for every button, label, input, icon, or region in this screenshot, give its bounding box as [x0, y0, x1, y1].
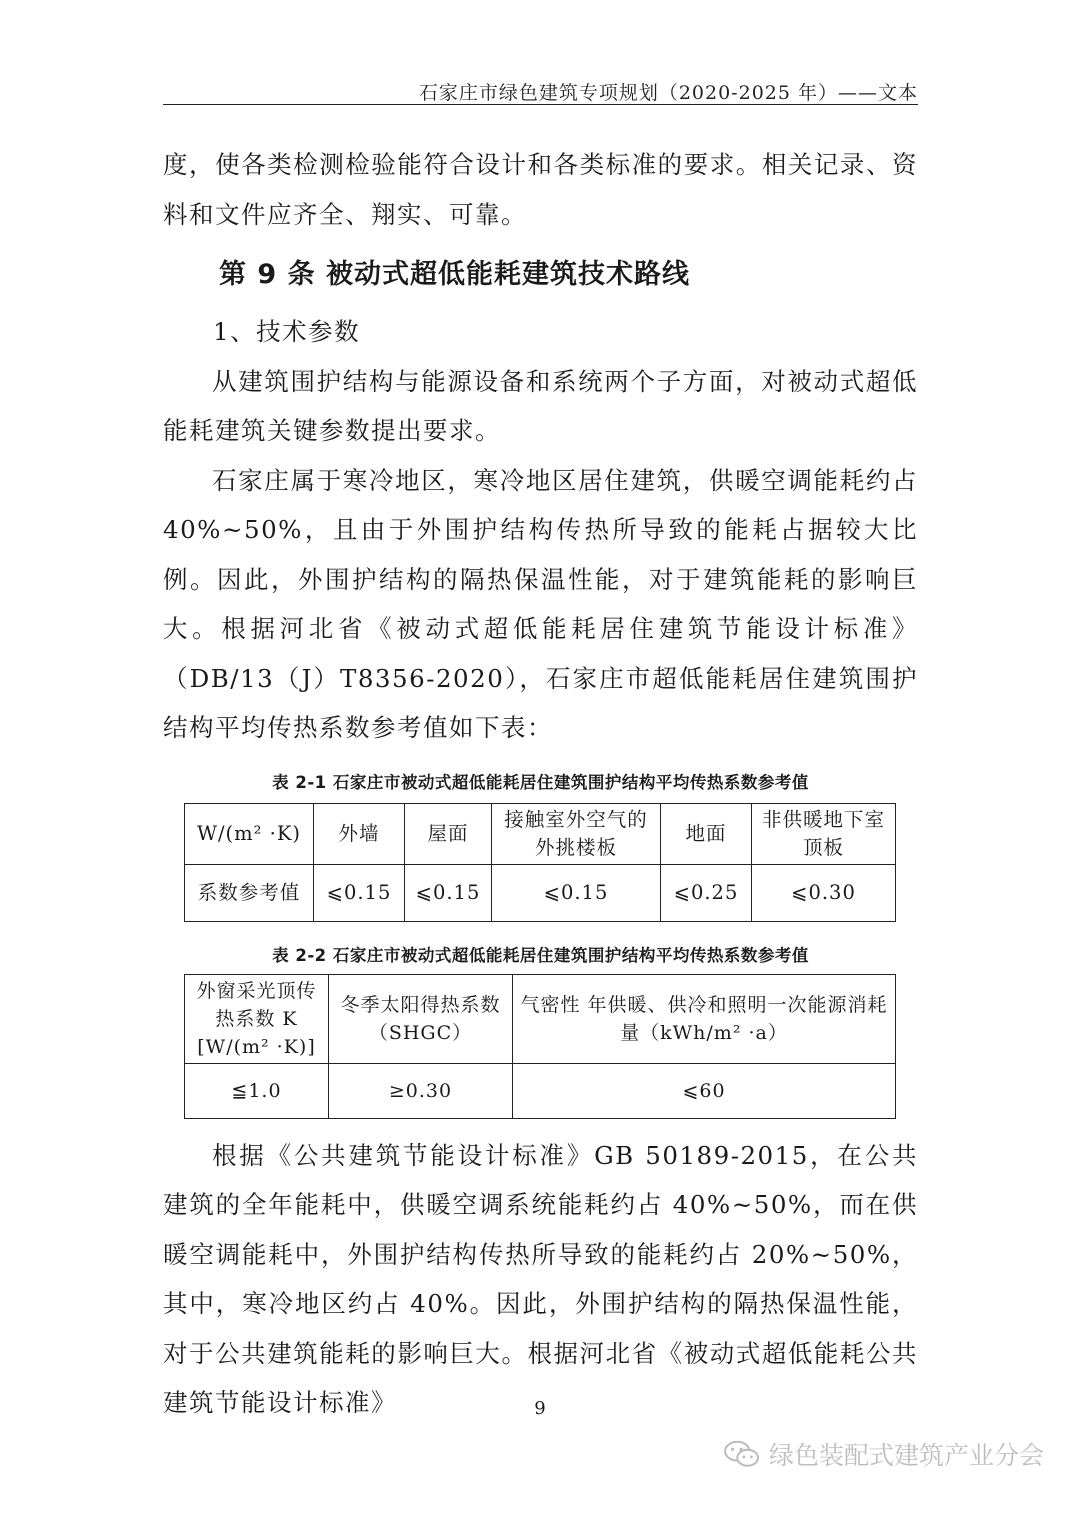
- table2-header-cell: 气密性 年供暖、供冷和照明一次能源消耗量（kWh/m² ·a）: [513, 974, 896, 1063]
- page-number: 9: [534, 1398, 546, 1419]
- table1-cell: ⩽0.15: [405, 864, 492, 921]
- table1-header-cell: W/(m² ·K): [185, 803, 314, 864]
- table1-header-row: [185, 803, 896, 864]
- table1-header-cell: 地面: [661, 803, 752, 864]
- table1-header-cell: 非供暖地下室顶板: [752, 803, 896, 864]
- paragraph-3: 石家庄属于寒冷地区，寒冷地区居住建筑，供暖空调能耗约占40%~50%，且由于外围护结构传热所导致的能耗占据较大比例。因此，外围护结构的隔热保温性能，对于建筑能耗的影响巨大。根据河北省《被动式超低能耗居住建筑节能设计标准》（DB/13（J）T8356-2020），石家庄市超低能耗居住建筑围护结构平均传热系数参考值如下表：: [163, 465, 918, 742]
- watermark: [723, 1436, 1044, 1472]
- table2-cell: ≥0.30: [329, 1063, 513, 1118]
- table1-header-cell: 屋面: [405, 803, 492, 864]
- subsection-heading: 1、技术参数: [213, 317, 361, 346]
- header-rule: [163, 104, 918, 105]
- table2-header-cell: 外窗采光顶传热系数 K [W/(m² ·K)]: [185, 974, 329, 1063]
- section-heading: 第 9 条 被动式超低能耗建筑技术路线: [219, 259, 690, 290]
- watermark-text: 绿色装配式建筑产业分会: [768, 1441, 1044, 1470]
- table1-cell: ⩽0.30: [752, 864, 896, 921]
- table2-header-row: [185, 974, 896, 1063]
- table1: [184, 803, 896, 922]
- table2-cell: ≦1.0: [185, 1063, 329, 1118]
- table2-header-cell: 冬季太阳得热系数（SHGC）: [329, 974, 513, 1063]
- paragraph-1: 度，使各类检测检验能符合设计和各类标准的要求。相关记录、资料和文件应齐全、翔实、可靠。: [163, 150, 918, 229]
- table2-caption: 表 2-2 石家庄市被动式超低能耗居住建筑围护结构平均传热系数参考值: [272, 945, 809, 965]
- table1-cell: ⩽0.15: [492, 864, 661, 921]
- table1-header-cell: 接触室外空气的外挑楼板: [492, 803, 661, 864]
- table1-caption: 表 2-1 石家庄市被动式超低能耗居住建筑围护结构平均传热系数参考值: [272, 772, 809, 792]
- wechat-icon: [723, 1439, 761, 1469]
- table1-cell: ⩽0.25: [661, 864, 752, 921]
- table2: [184, 974, 896, 1119]
- page-header: 石家庄市绿色建筑专项规划（2020-2025 年）——文本: [418, 82, 918, 104]
- paragraph-2: 从建筑围护结构与能源设备和系统两个子方面，对被动式超低能耗建筑关键参数提出要求。: [163, 366, 918, 445]
- table1-cell: 系数参考值: [185, 864, 314, 921]
- table1-header-cell: 外墙: [314, 803, 405, 864]
- table1-cell: ⩽0.15: [314, 864, 405, 921]
- table2-data-row: [185, 1063, 896, 1118]
- table1-data-row: [185, 864, 896, 921]
- table2-cell: ⩽60: [513, 1063, 896, 1118]
- paragraph-4: 根据《公共建筑节能设计标准》GB 50189-2015，在公共建筑的全年能耗中，供暖空调系统能耗约占 40%~50%，而在供暖空调能耗中，外围护结构传热所导致的能耗约占 20%~50%，其中，寒冷地区约占 40%。因此，外围护结构的隔热保温性能，对于公共建筑能耗的影响巨大。根据河北省《被动式超低能耗公共建筑节能设计标准》: [163, 1140, 918, 1417]
- document-body: [163, 140, 918, 1428]
